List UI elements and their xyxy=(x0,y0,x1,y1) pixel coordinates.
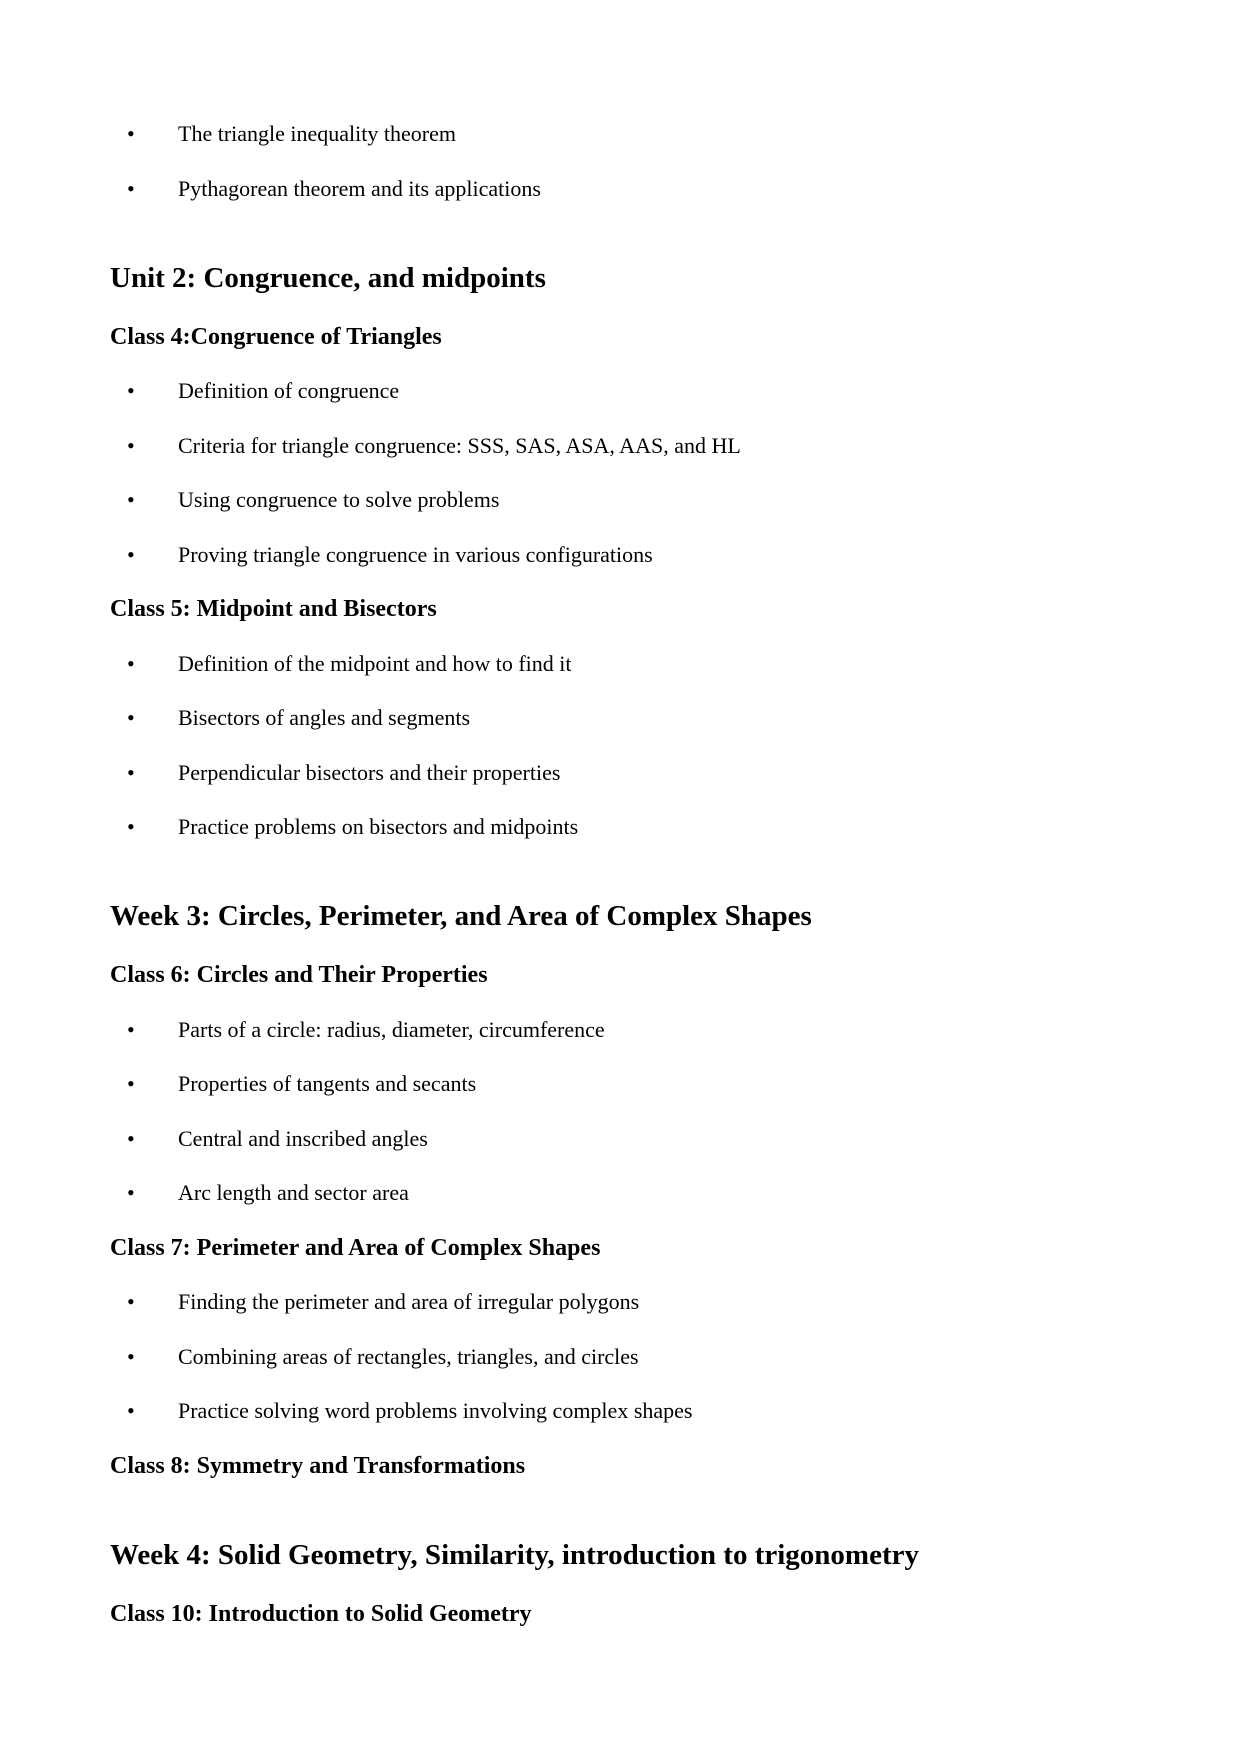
class-heading: Class 8: Symmetry and Transformations xyxy=(110,1452,526,1479)
bullet-item xyxy=(110,483,499,517)
bullet-icon: • xyxy=(127,541,135,567)
bullet-text: Arc length and sector area xyxy=(178,1180,409,1205)
bullet-item xyxy=(110,1285,639,1319)
bullet-icon: • xyxy=(127,1180,135,1205)
class-heading: Class 7: Perimeter and Area of Complex Shapes xyxy=(110,1234,601,1261)
bullet-text: Using congruence to solve problems xyxy=(178,487,500,512)
bullet-text: Bisectors of angles and segments xyxy=(178,705,471,730)
bullet-item xyxy=(110,1340,639,1374)
bullet-icon: • xyxy=(127,1016,135,1042)
week-heading: Week 4: Solid Geometry, Similarity, introduction to trigonometry xyxy=(110,1538,919,1571)
bullet-icon: • xyxy=(127,650,135,676)
bullet-item xyxy=(110,538,653,572)
bullet-item xyxy=(110,701,470,735)
bullet-item xyxy=(110,374,399,408)
class-heading: Class 4:Congruence of Triangles xyxy=(110,323,442,350)
bullet-text: Practice solving word problems involving complex shapes xyxy=(178,1398,693,1423)
bullet-icon: • xyxy=(127,1071,135,1096)
bullet-text: Pythagorean theorem and its applications xyxy=(178,175,541,201)
class-heading: Class 5: Midpoint and Bisectors xyxy=(110,596,437,622)
bullet-text: Parts of a circle: radius, diameter, circumference xyxy=(178,1016,605,1042)
bullet-item xyxy=(110,429,741,463)
bullet-icon: • xyxy=(127,121,135,146)
bullet-item xyxy=(110,756,560,790)
bullet-text: Perpendicular bisectors and their properties xyxy=(178,759,561,785)
bullet-text: Practice problems on bisectors and midpoints xyxy=(178,814,579,839)
bullet-item xyxy=(110,172,541,206)
bullet-icon: • xyxy=(127,1343,135,1369)
bullet-text: Combining areas of rectangles, triangles, and circles xyxy=(178,1343,639,1369)
bullet-icon: • xyxy=(127,1289,135,1314)
bullet-text: Definition of congruence xyxy=(178,378,400,403)
bullet-icon: • xyxy=(127,814,135,839)
bullet-item xyxy=(110,1013,605,1047)
bullet-item xyxy=(110,117,456,151)
bullet-icon: • xyxy=(127,1398,135,1423)
bullet-item xyxy=(110,810,578,844)
bullet-text: Central and inscribed angles xyxy=(178,1125,428,1151)
bullet-text: Definition of the midpoint and how to find it xyxy=(178,650,572,676)
bullet-icon: • xyxy=(127,487,135,512)
bullet-text: Finding the perimeter and area of irregular polygons xyxy=(178,1289,640,1314)
unit-heading: Unit 2: Congruence, and midpoints xyxy=(110,261,546,294)
bullet-icon: • xyxy=(127,432,135,458)
bullet-icon: • xyxy=(127,705,135,730)
class-heading: Class 6: Circles and Their Properties xyxy=(110,962,488,988)
week-heading: Week 3: Circles, Perimeter, and Area of Complex Shapes xyxy=(110,900,812,932)
bullet-item xyxy=(110,1122,428,1156)
bullet-text: Criteria for triangle congruence: SSS, SAS, ASA, AAS, and HL xyxy=(178,432,741,458)
bullet-item xyxy=(110,647,572,681)
bullet-item xyxy=(110,1067,476,1101)
bullet-item xyxy=(110,1176,409,1210)
bullet-text: Properties of tangents and secants xyxy=(178,1071,477,1096)
bullet-text: The triangle inequality theorem xyxy=(178,121,456,146)
bullet-icon: • xyxy=(127,759,135,785)
bullet-icon: • xyxy=(127,175,135,201)
bullet-text: Proving triangle congruence in various configurations xyxy=(178,541,653,567)
bullet-icon: • xyxy=(127,1125,135,1151)
bullet-item xyxy=(110,1394,692,1428)
bullet-icon: • xyxy=(127,378,135,403)
class-heading: Class 10: Introduction to Solid Geometry xyxy=(110,1600,532,1627)
